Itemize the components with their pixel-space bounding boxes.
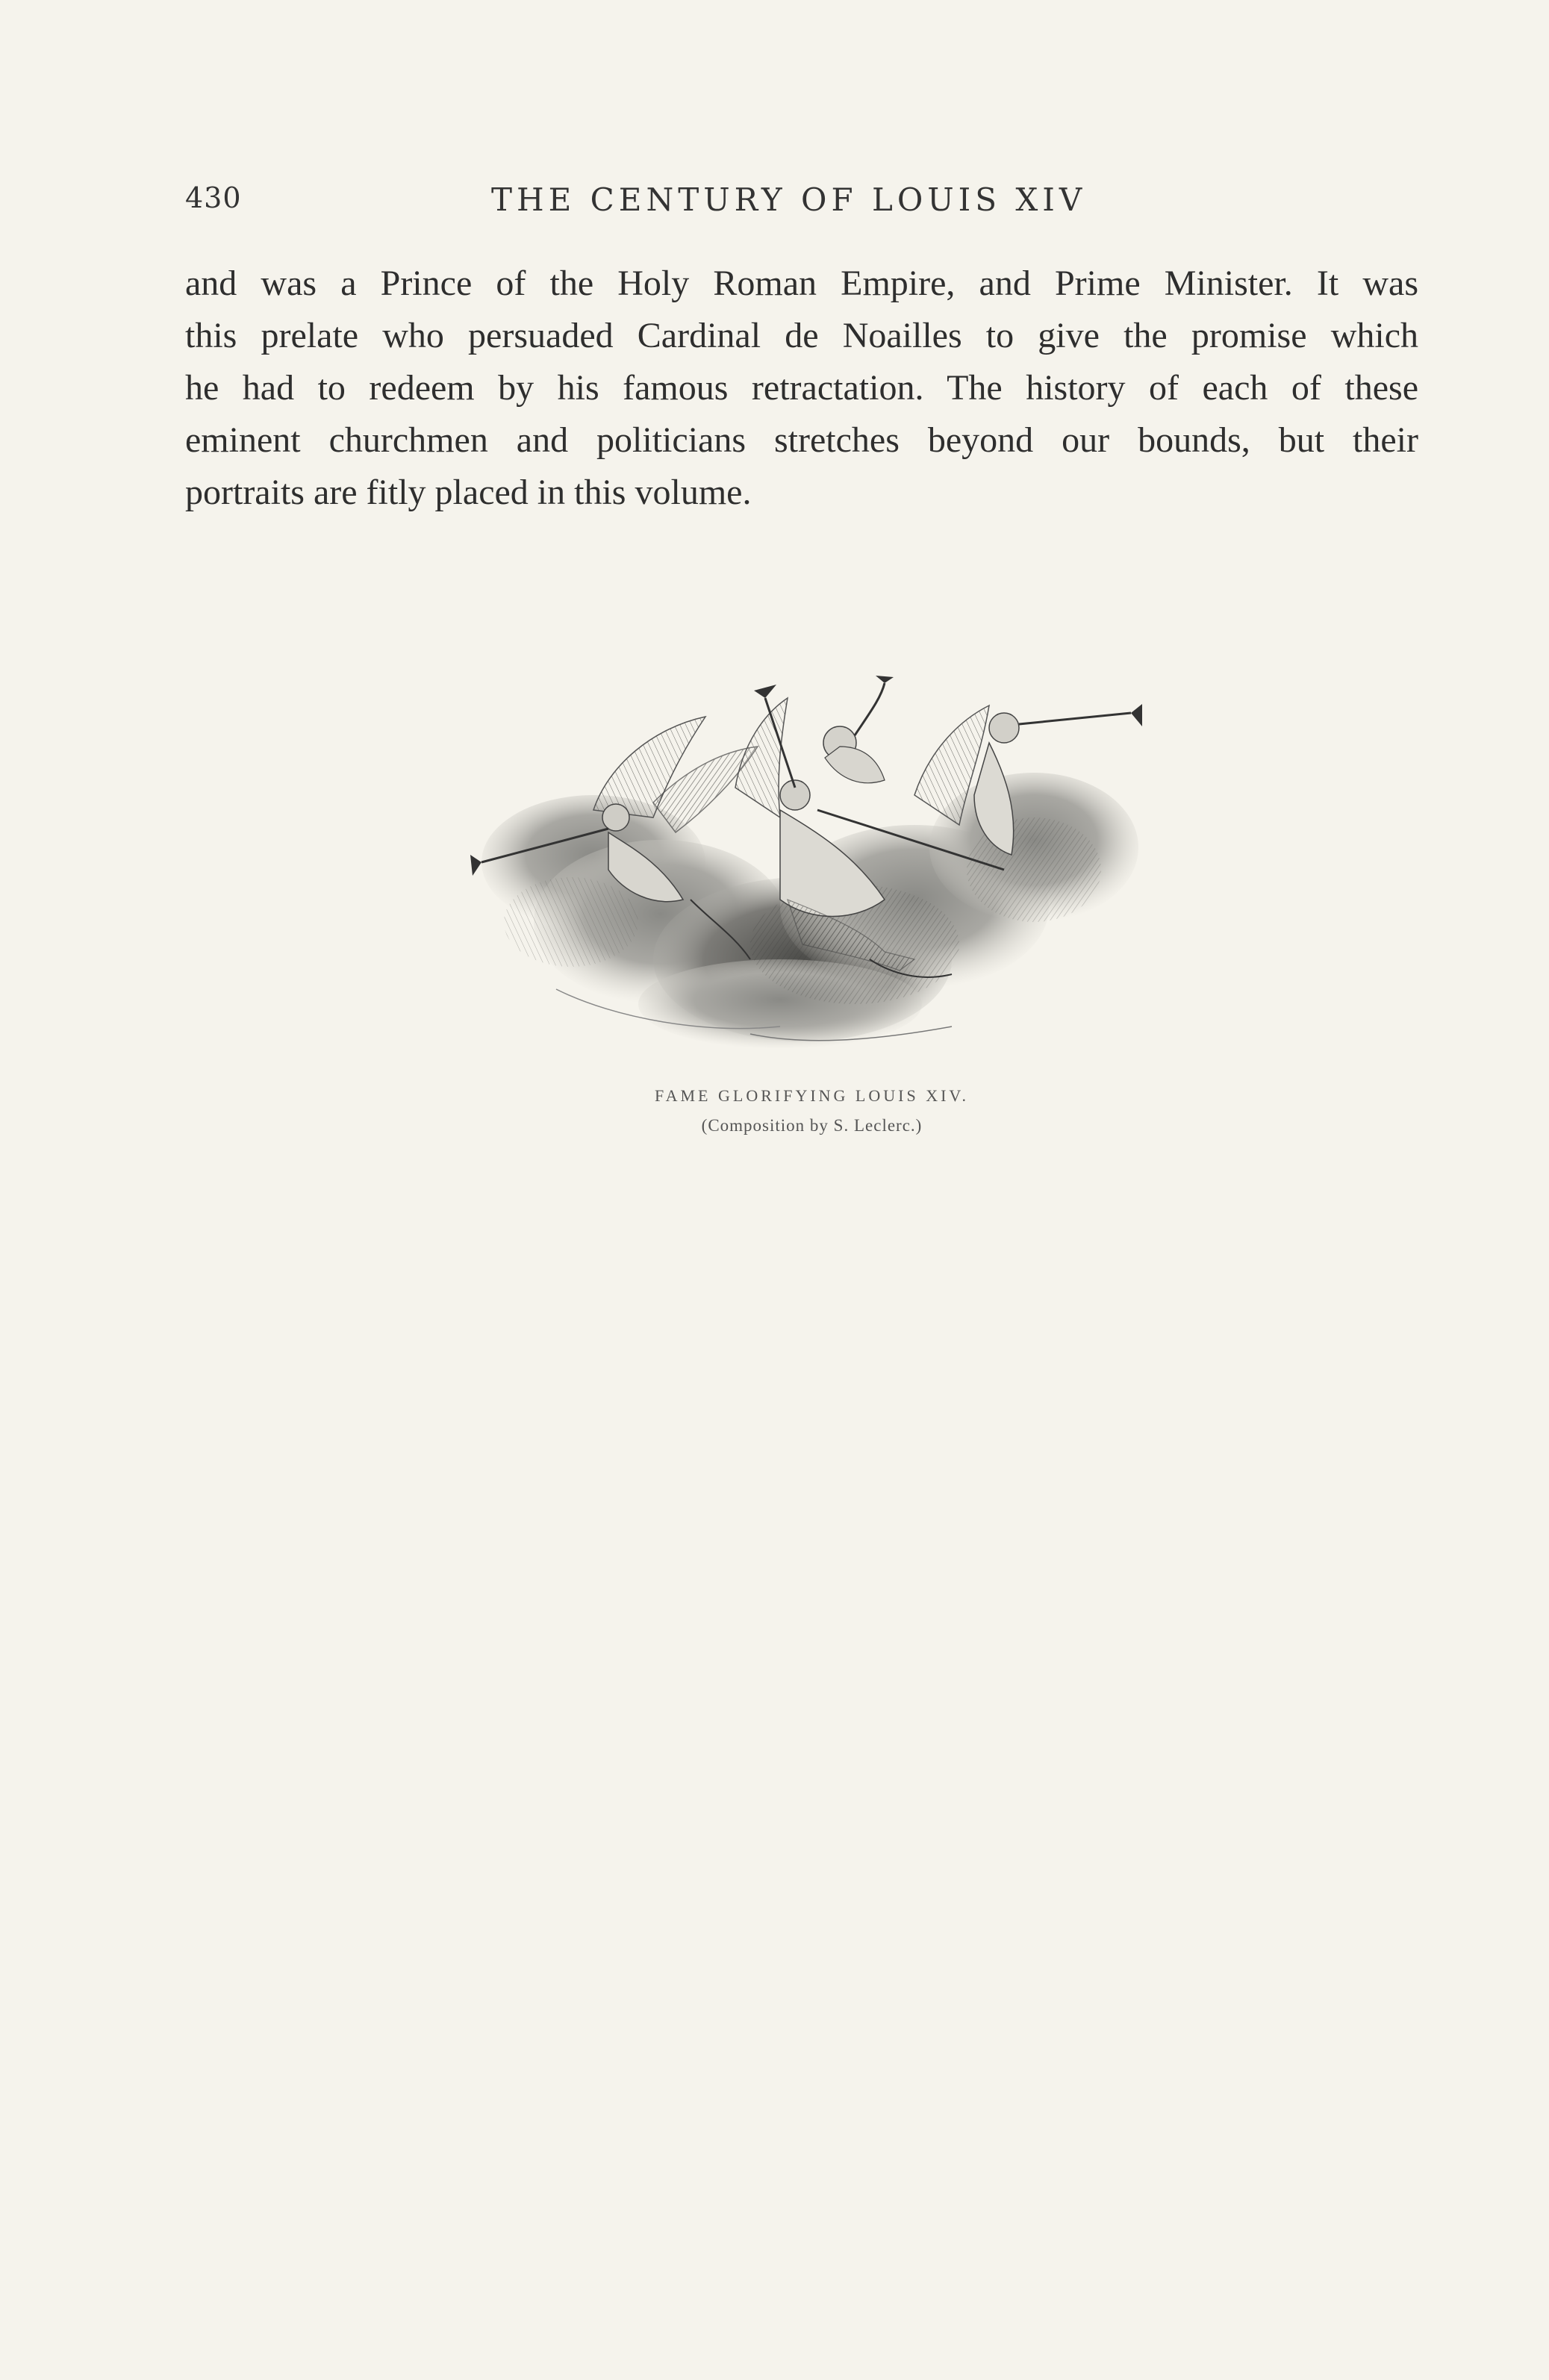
text-line: this prelate who persuaded Cardinal de Noailles to give the promise which (185, 316, 1418, 355)
caption-title: FAME GLORIFYING LOUIS XIV. (655, 1086, 969, 1105)
running-title: THE CENTURY OF LOUIS XIV (491, 181, 1087, 218)
text-line: eminent churchmen and politicians stretches beyond our bounds, but their (185, 420, 1418, 460)
engraving-illustration (467, 676, 1153, 1056)
body-paragraph (185, 258, 1418, 519)
putto (823, 676, 894, 783)
text-line: he had to redeem by his famous retractation. The history of each of these (185, 368, 1418, 408)
text-line: portraits are fitly placed in this volume. (185, 473, 752, 512)
caption-credit: (Composition by S. Leclerc.) (701, 1116, 923, 1135)
page-number: 430 (185, 181, 242, 214)
text-line: and was a Prince of the Holy Roman Empire, and Prime Minister. It was (185, 264, 1418, 303)
page-header (185, 181, 1417, 226)
figure-caption (0, 1086, 1549, 1136)
